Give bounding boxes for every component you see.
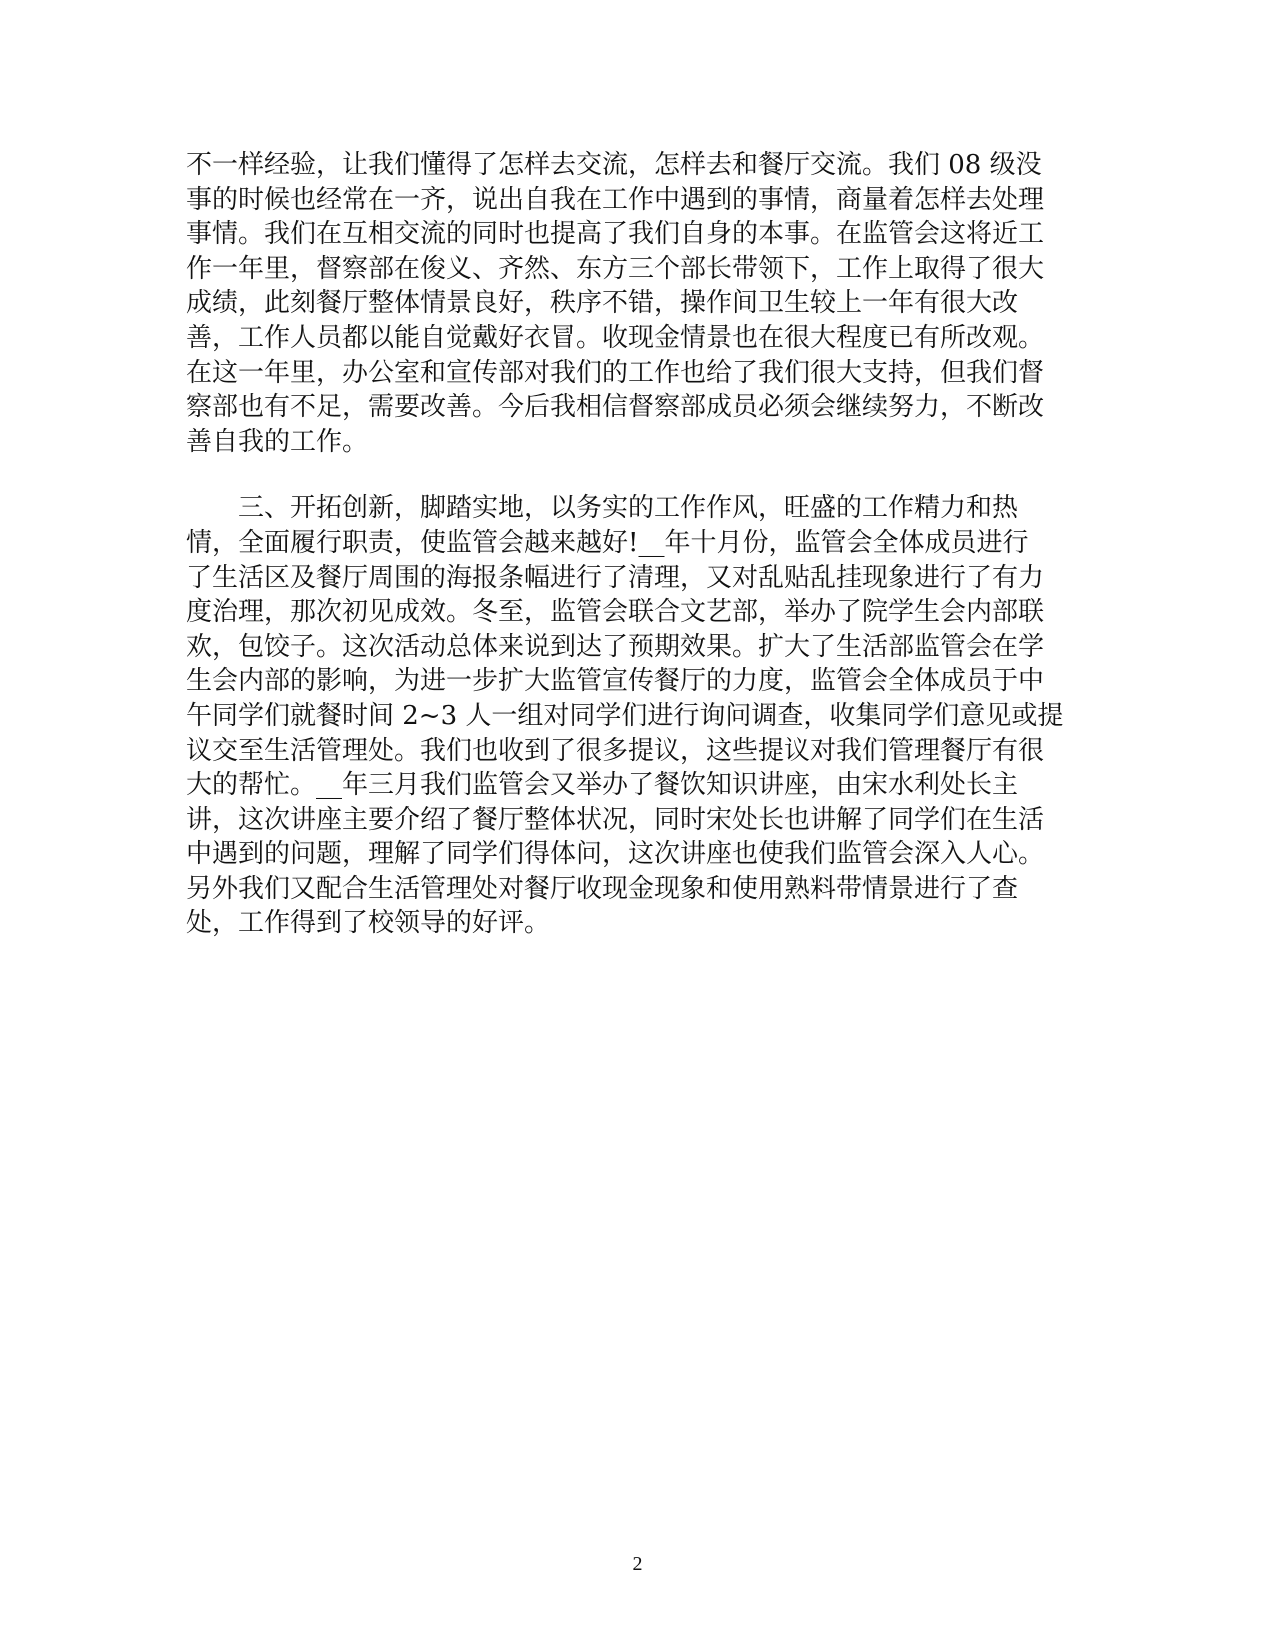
text-line: 成绩，此刻餐厅整体情景良好，秩序不错，操作间卫生较上一年有很大改: [186, 288, 1019, 319]
text-line: 不一样经验，让我们懂得了怎样去交流，怎样去和餐厅交流。我们 08 级没: [186, 150, 1042, 180]
paragraph-supervision-summary: [186, 148, 1060, 459]
page-number: 2: [632, 1553, 643, 1575]
text-line: 午同学们就餐时间 2~3 人一组对同学们进行询问调查，收集同学们意见或提: [186, 700, 1064, 731]
text-line: 议交至生活管理处。我们也收到了很多提议，这些提议对我们管理餐厅有很: [186, 735, 1045, 766]
text-line: 大的帮忙。__年三月我们监管会又举办了餐饮知识讲座，由宋水利处长主: [186, 770, 1019, 801]
text-line: 了生活区及餐厅周围的海报条幅进行了清理，又对乱贴乱挂现象进行了有力: [186, 562, 1045, 593]
text-line: 生会内部的影响，为进一步扩大监管宣传餐厅的力度，监管会全体成员于中: [186, 666, 1045, 697]
document-body: [186, 148, 1064, 941]
text-line: 善自我的工作。: [186, 426, 369, 457]
text-line: 情，全面履行职责，使监管会越来越好!__年十月份，监管会全体成员进行: [186, 527, 1029, 558]
text-line: 中遇到的问题，理解了同学们得体问，这次讲座也使我们监管会深入人心。: [186, 839, 1045, 870]
text-line: 善，工作人员都以能自觉戴好衣冒。收现金情景也在很大程度已有所改观。: [186, 322, 1045, 353]
text-line: 讲，这次讲座主要介绍了餐厅整体状况，同时宋处长也讲解了同学们在生活: [186, 804, 1045, 835]
text-line: 事情。我们在互相交流的同时也提高了我们自身的本事。在监管会这将近工: [186, 219, 1045, 250]
text-line: 在这一年里，办公室和宣传部对我们的工作也给了我们很大支持，但我们督: [186, 357, 1045, 388]
text-line: 察部也有不足，需要改善。今后我相信督察部成员必须会继续努力，不断改: [186, 392, 1045, 423]
text-line: 度治理，那次初见成效。冬至，监管会联合文艺部，举办了院学生会内部联: [186, 597, 1045, 628]
paragraph-innovation-section: [186, 491, 1064, 941]
text-line: 处，工作得到了校领导的好评。: [186, 908, 551, 939]
text-line: 另外我们又配合生活管理处对餐厅收现金现象和使用熟料带情景进行了查: [186, 873, 1019, 904]
text-line: 作一年里，督察部在俊义、齐然、东方三个部长带领下，工作上取得了很大: [186, 253, 1045, 284]
text-line: 三、开拓创新，脚踏实地，以务实的工作作风，旺盛的工作精力和热: [238, 493, 1019, 524]
text-line: 事的时候也经常在一齐，说出自我在工作中遇到的事情，商量着怎样去处理: [186, 184, 1045, 215]
text-line: 欢，包饺子。这次活动总体来说到达了预期效果。扩大了生活部监管会在学: [186, 631, 1045, 662]
